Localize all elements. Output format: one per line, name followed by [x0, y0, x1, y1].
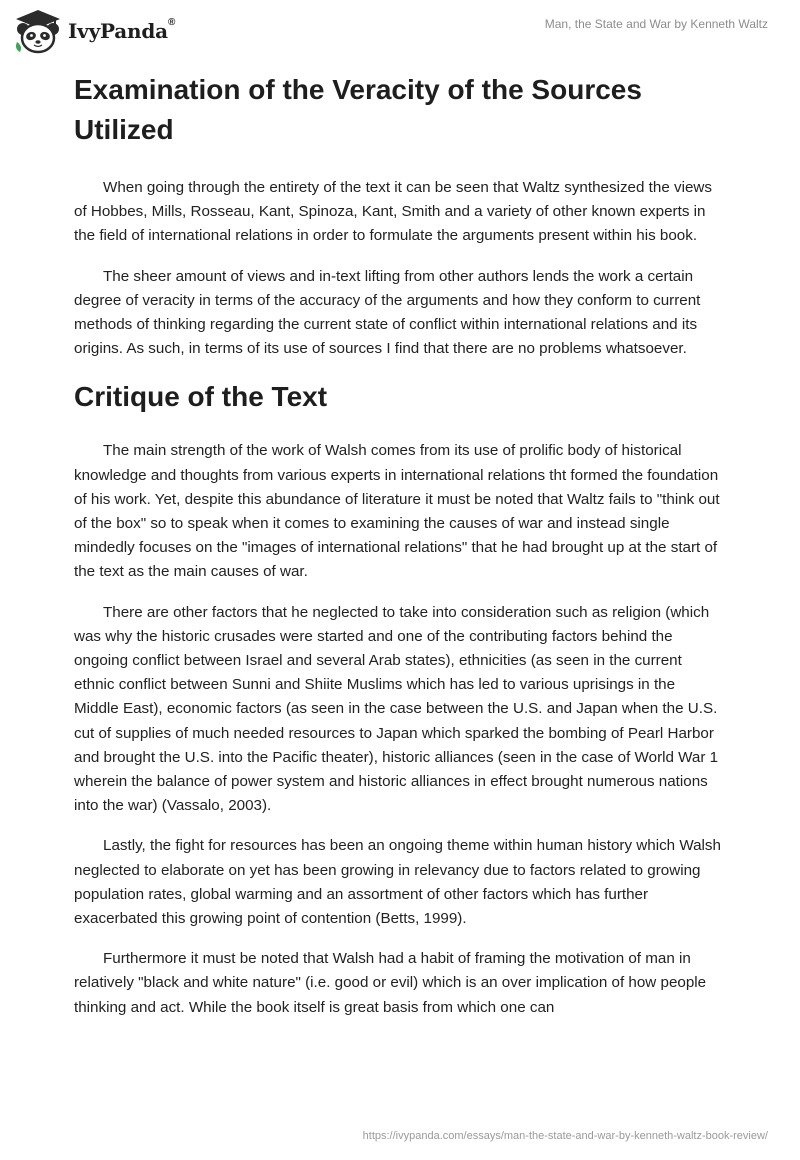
document-title: Man, the State and War by Kenneth Waltz — [544, 17, 768, 31]
paragraph: The sheer amount of views and in-text lifting from other authors lends the work a certain degree of veracity in terms of the accuracy of the arguments and how they conform to current methods of thinking regarding the current state of conflict within international relations and its origins. As such, in terms of its use of sources I find that there are no problems whatsoever. — [74, 267, 701, 358]
footer-url[interactable]: https://ivypanda.com/essays/man-the-state-and-war-by-kenneth-waltz-book-review/ — [362, 1130, 768, 1142]
brand-logo[interactable] — [14, 8, 175, 54]
paragraph: Furthermore it must be noted that Walsh had a habit of framing the motivation of man in relatively "black and white nature" (i.e. good or evil) which is an over implication of how people thinking and act. While the book itself is great basis from which one can — [74, 950, 707, 1016]
essay-content — [74, 70, 724, 1036]
brand-name: IvyPanda® — [68, 17, 176, 43]
panda-graduate-icon — [14, 8, 62, 54]
paragraph: The main strength of the work of Walsh comes from its use of prolific body of historical knowledge and thoughts from various experts in international relations tht formed the foundation of his work. Yet, despite this abundance of literature it must be noted that Waltz fails to "think out of the box" so to speak when it comes to examining the causes of war and instead single mindedly focuses on the "images of international relations" that he had brought up at the start of the text as the main causes of war. — [74, 442, 720, 581]
page-header — [0, 0, 800, 62]
section-heading-critique: Critique of the Text — [74, 381, 328, 413]
paragraph: There are other factors that he neglected to take into consideration such as religion (which was why the historic crusades were started and one of the contributing factors behind the ongoing conflict between Israel and several Arab states), ethnicities (as seen in the current ethnic conflict between Sunni and Shiite Muslims which has led to various uprisings in the Middle East), economic factors (as seen in the case between the U.S. and Japan when the U.S. cut of supplies of much needed resources to Japan which sparked the bombing of Pearl Harbor and brought the U.S. into the Pacific theater), historic alliances (seen in the case of World War 1 wherein the balance of power system and historic alliances in effect brought numerous nations into the war) (Vassalo, 2003). — [74, 603, 719, 815]
section-heading-veracity: Examination of the Veracity of the Sources Utilized — [74, 74, 642, 145]
paragraph: When going through the entirety of the text it can be seen that Waltz synthesized the views of Hobbes, Mills, Rosseau, Kant, Spinoza, Kant, Smith and a variety of other known experts in the field of international relations in order to formulate the arguments present within his book. — [74, 179, 712, 245]
paragraph: Lastly, the fight for resources has been an ongoing theme within human history which Walsh neglected to elaborate on yet has been growing in relevancy due to factors related to growing population rates, global warming and an assortment of other factors which has further exacerbated this growing point of contention (Betts, 1999). — [74, 837, 721, 928]
